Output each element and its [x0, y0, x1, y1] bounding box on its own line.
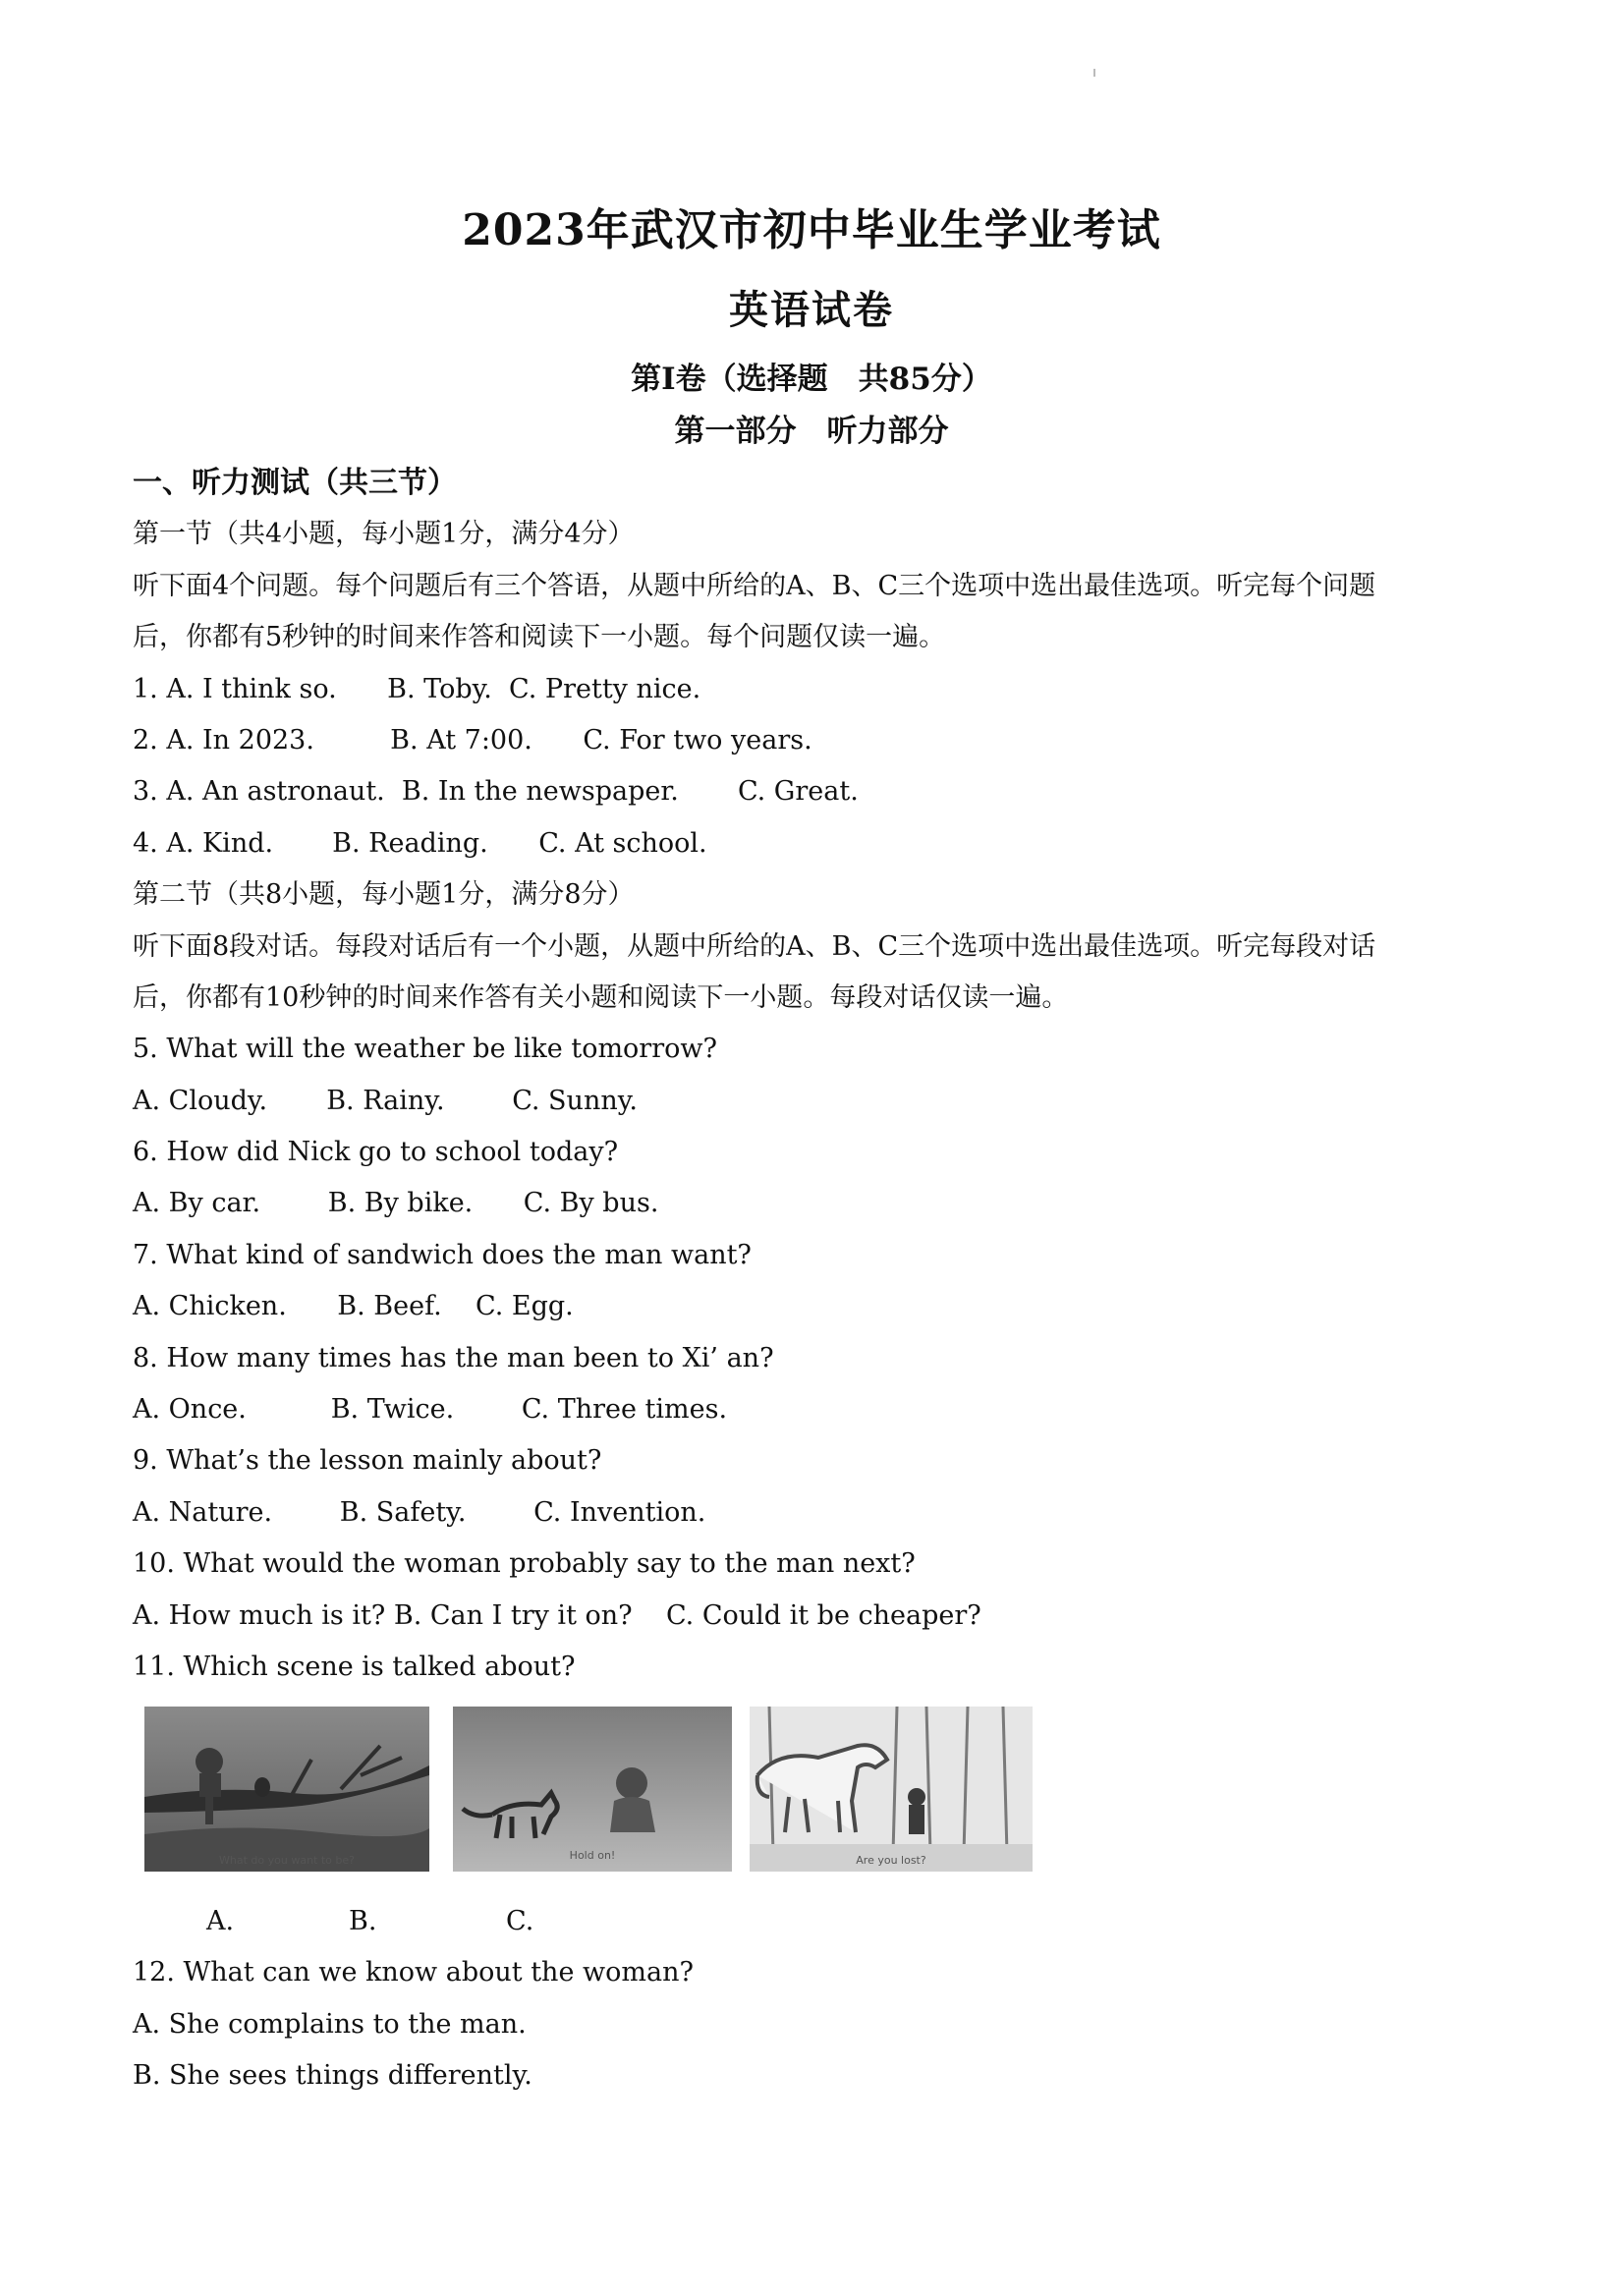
question-1: 1. A. I think so. B. Toby. C. Pretty nice. [133, 673, 701, 704]
question-10-options: A. How much is it? B. Can I try it on? C. Could it be cheaper? [133, 1599, 981, 1631]
question-5: 5. What will the weather be like tomorrow? [133, 1034, 717, 1065]
question-12: 12. What can we know about the woman? [133, 1957, 694, 1988]
question-9-options: A. Nature. B. Safety. C. Invention. [133, 1496, 706, 1528]
question-11-option-labels [133, 1896, 1508, 1947]
scene-picture-a [144, 1707, 429, 1872]
question-6: 6. How did Nick go to school today? [133, 1137, 619, 1168]
scene-picture-b [453, 1707, 732, 1872]
listening-section [133, 458, 1508, 2102]
question-2: 2. A. In 2023. B. At 7:00. C. For two years. [133, 724, 812, 756]
exam-title: 2023年武汉市初中毕业生学业考试 [462, 205, 1161, 255]
question-12-option-a: A. She complains to the man. [133, 2008, 527, 2040]
question-6-options: A. By car. B. By bike. C. By bus. [133, 1188, 659, 1219]
volume-heading: 第Ⅰ卷（选择题 共85分） [631, 362, 992, 397]
scene-label-a: A. [206, 1906, 235, 1937]
question-3: 3. A. An astronaut. B. In the newspaper. C. Great. [133, 776, 859, 808]
question-5-options: A. Cloudy. B. Rainy. C. Sunny. [133, 1085, 638, 1116]
question-12-option-b: B. She sees things differently. [133, 2060, 532, 2092]
question-7: 7. What kind of sandwich does the man want? [133, 1239, 752, 1270]
question-11-pictures [133, 1693, 1508, 1896]
question-4: 4. A. Kind. B. Reading. C. At school. [133, 827, 707, 859]
question-8-options: A. Once. B. Twice. C. Three times. [133, 1394, 728, 1426]
question-8: 8. How many times has the man been to Xi’ an? [133, 1342, 774, 1373]
subsection-1-heading: 第一节（共4小题，每小题1分，满分4分） [133, 519, 635, 550]
instructions-2-line-2: 后，你都有10秒钟的时间来作答有关小题和阅读下一小题。每段对话仅读一遍。 [133, 981, 1069, 1013]
instructions-1-line-2: 后，你都有5秒钟的时间来作答和阅读下一小题。每个问题仅读一遍。 [133, 622, 946, 653]
scan-mark [1093, 69, 1095, 77]
scene-a-caption: What do you want to be? [219, 1854, 355, 1868]
scene-c-caption: Are you lost? [856, 1854, 926, 1868]
scene-b-caption: Hold on! [569, 1849, 616, 1863]
scene-picture-c [750, 1707, 1033, 1872]
part-heading: 第一部分 听力部分 [674, 414, 949, 449]
question-10: 10. What would the woman probably say to the man next? [133, 1548, 916, 1580]
instructions-1-line-1: 听下面4个问题。每个问题后有三个答语，从题中所给的A、B、C三个选项中选出最佳选项。听完每个问题 [133, 570, 1376, 601]
question-7-options: A. Chicken. B. Beef. C. Egg. [133, 1291, 574, 1322]
scene-label-b: B. [349, 1906, 377, 1937]
instructions-2-line-1: 听下面8段对话。每段对话后有一个小题，从题中所给的A、B、C三个选项中选出最佳选项。听完每段对话 [133, 930, 1376, 962]
subsection-2-heading: 第二节（共8小题，每小题1分，满分8分） [133, 879, 635, 911]
section-heading: 一、听力测试（共三节） [133, 466, 457, 500]
question-11: 11. Which scene is talked about? [133, 1651, 576, 1682]
exam-subject: 英语试卷 [729, 287, 894, 333]
scene-label-c: C. [506, 1906, 534, 1937]
question-9: 9. What’s the lesson mainly about? [133, 1445, 602, 1477]
